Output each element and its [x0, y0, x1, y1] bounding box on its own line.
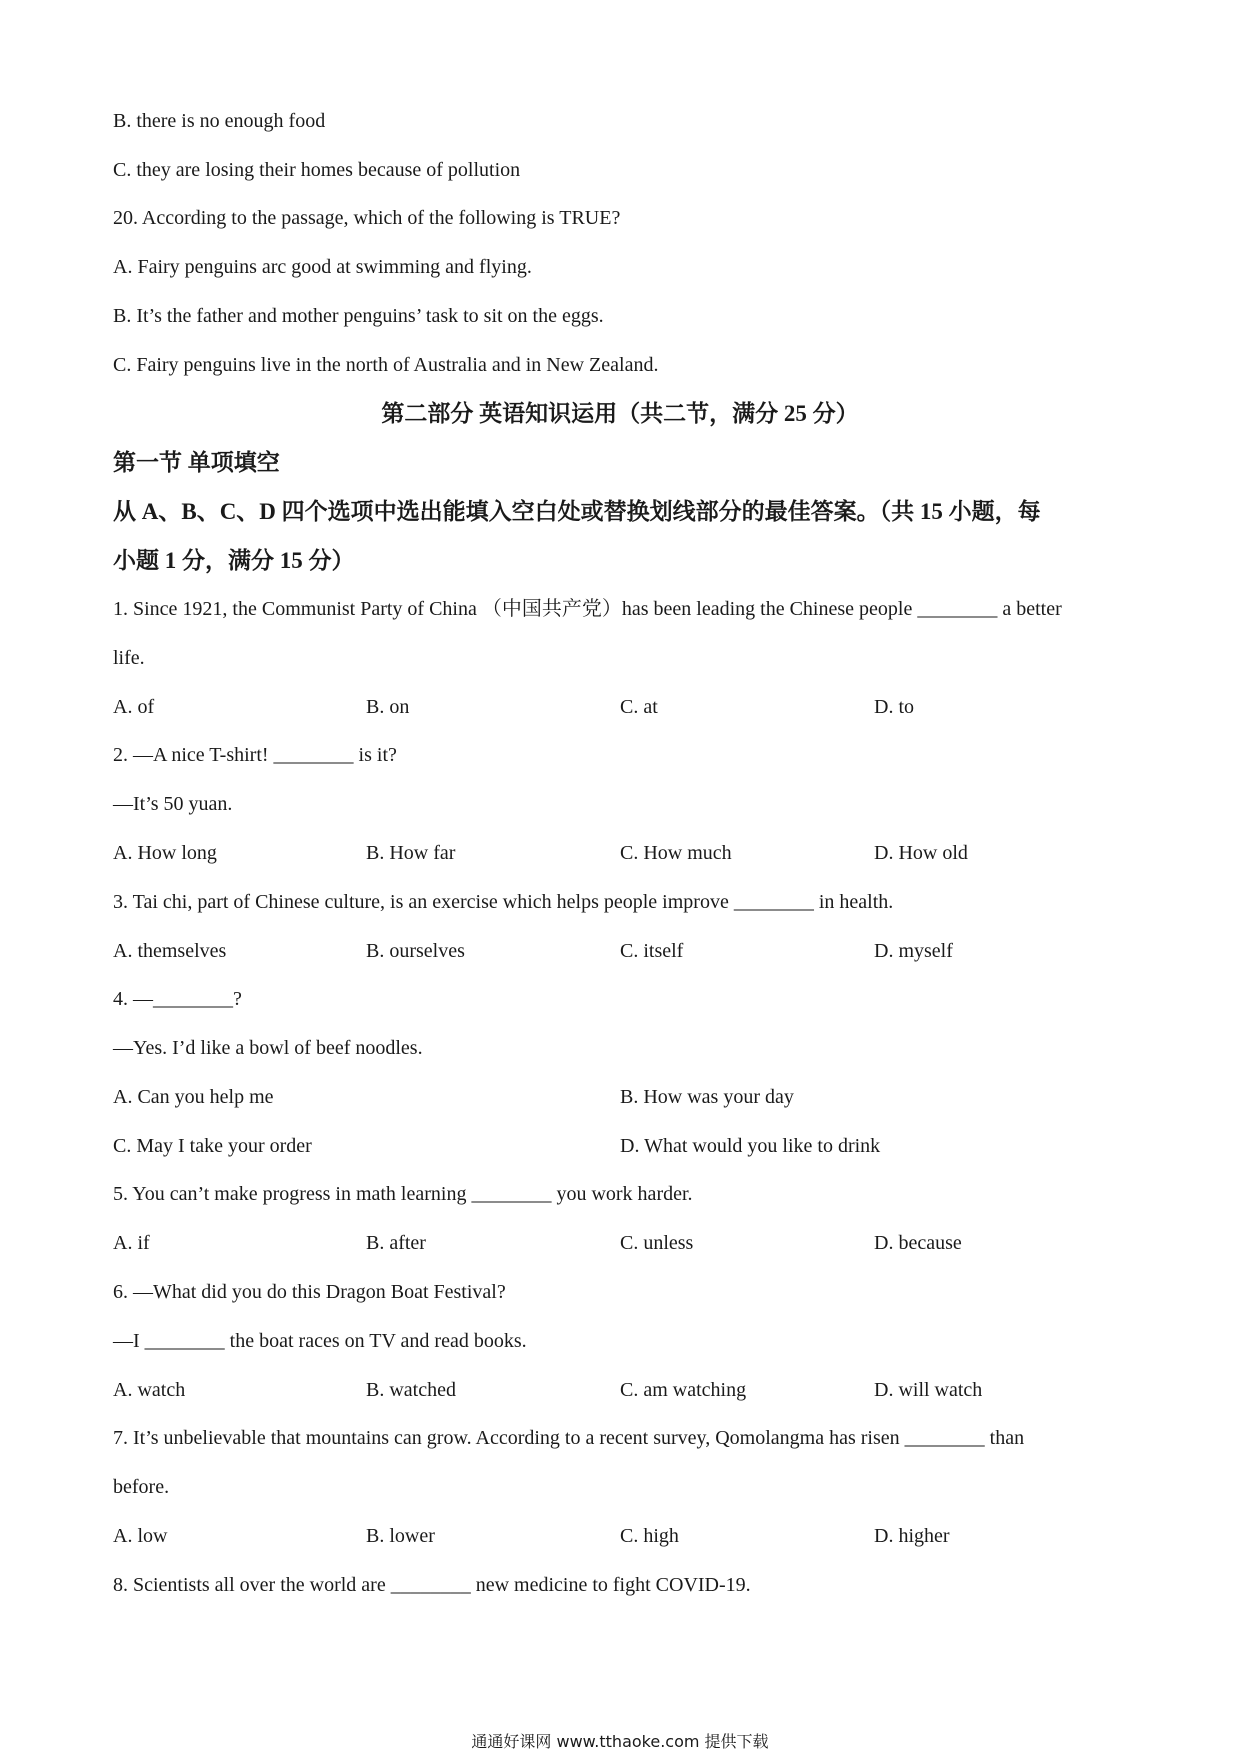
q1-option-d: D. to	[874, 696, 914, 718]
q4-option-c: C. May I take your order	[113, 1135, 312, 1157]
q1-stem-cont: life.	[113, 647, 145, 669]
q3-option-c: C. itself	[620, 940, 684, 962]
q5-option-b: B. after	[366, 1232, 426, 1254]
q6-option-d: D. will watch	[874, 1379, 983, 1401]
q3-option-a: A. themselves	[113, 940, 227, 962]
q7-stem-cont: before.	[113, 1476, 170, 1498]
q1-stem: 1. Since 1921, the Communist Party of China （中国共产党）has been leading the Chinese people ________ a better	[113, 598, 1062, 620]
prev-option-c: C. they are losing their homes because of pollution	[113, 159, 521, 181]
q2-option-a: A. How long	[113, 842, 217, 864]
q6-reply: —I ________ the boat races on TV and read books.	[113, 1330, 527, 1352]
q7-option-b: B. lower	[366, 1525, 435, 1547]
q7-stem: 7. It’s unbelievable that mountains can grow. According to a recent survey, Qomolangma has risen ________ than	[113, 1427, 1025, 1449]
q4-option-d: D. What would you like to drink	[620, 1135, 881, 1157]
q5-option-a: A. if	[113, 1232, 150, 1254]
q6-stem: 6. —What did you do this Dragon Boat Festival?	[113, 1281, 506, 1303]
q4-option-a: A. Can you help me	[113, 1086, 274, 1108]
q7-option-a: A. low	[113, 1525, 168, 1547]
q1-option-c: C. at	[620, 696, 658, 718]
q20-option-c: C. Fairy penguins live in the north of Australia and in New Zealand.	[113, 354, 659, 376]
q4-option-b: B. How was your day	[620, 1086, 794, 1108]
prev-option-b: B. there is no enough food	[113, 110, 326, 132]
q3-stem: 3. Tai chi, part of Chinese culture, is an exercise which helps people improve ________ in health.	[113, 891, 894, 913]
q7-option-d: D. higher	[874, 1525, 950, 1547]
part2-title: 第二部分 英语知识运用（共二节，满分 25 分）	[381, 401, 859, 426]
q5-option-d: D. because	[874, 1232, 962, 1254]
q6-option-a: A. watch	[113, 1379, 186, 1401]
q1-option-b: B. on	[366, 696, 410, 718]
section1-title: 第一节 单项填空	[113, 450, 280, 475]
q7-option-c: C. high	[620, 1525, 679, 1547]
q2-option-c: C. How much	[620, 842, 732, 864]
instruction-line2: 小题 1 分，满分 15 分）	[113, 548, 355, 573]
q2-option-d: D. How old	[874, 842, 968, 864]
q2-stem: 2. —A nice T-shirt! ________ is it?	[113, 744, 397, 766]
q3-option-d: D. myself	[874, 940, 953, 962]
q8-stem: 8. Scientists all over the world are ________ new medicine to fight COVID-19.	[113, 1574, 751, 1596]
q6-option-c: C. am watching	[620, 1379, 747, 1401]
q5-stem: 5. You can’t make progress in math learning ________ you work harder.	[113, 1183, 693, 1205]
q6-option-b: B. watched	[366, 1379, 456, 1401]
q3-option-b: B. ourselves	[366, 940, 465, 962]
q5-option-c: C. unless	[620, 1232, 694, 1254]
q4-reply: —Yes. I’d like a bowl of beef noodles.	[113, 1037, 423, 1059]
q2-option-b: B. How far	[366, 842, 456, 864]
q20-stem: 20. According to the passage, which of the following is TRUE?	[113, 207, 621, 229]
q1-option-a: A. of	[113, 696, 155, 718]
q20-option-a: A. Fairy penguins arc good at swimming and flying.	[113, 256, 532, 278]
q20-option-b: B. It’s the father and mother penguins’ task to sit on the eggs.	[113, 305, 604, 327]
page-footer: 通通好课网 www.tthaoke.com 提供下载	[471, 1732, 769, 1751]
instruction-line1: 从 A、B、C、D 四个选项中选出能填入空白处或替换划线部分的最佳答案。（共 15 小题，每	[113, 499, 1041, 524]
q4-stem: 4. —________?	[113, 988, 242, 1010]
q2-reply: —It’s 50 yuan.	[113, 793, 233, 815]
